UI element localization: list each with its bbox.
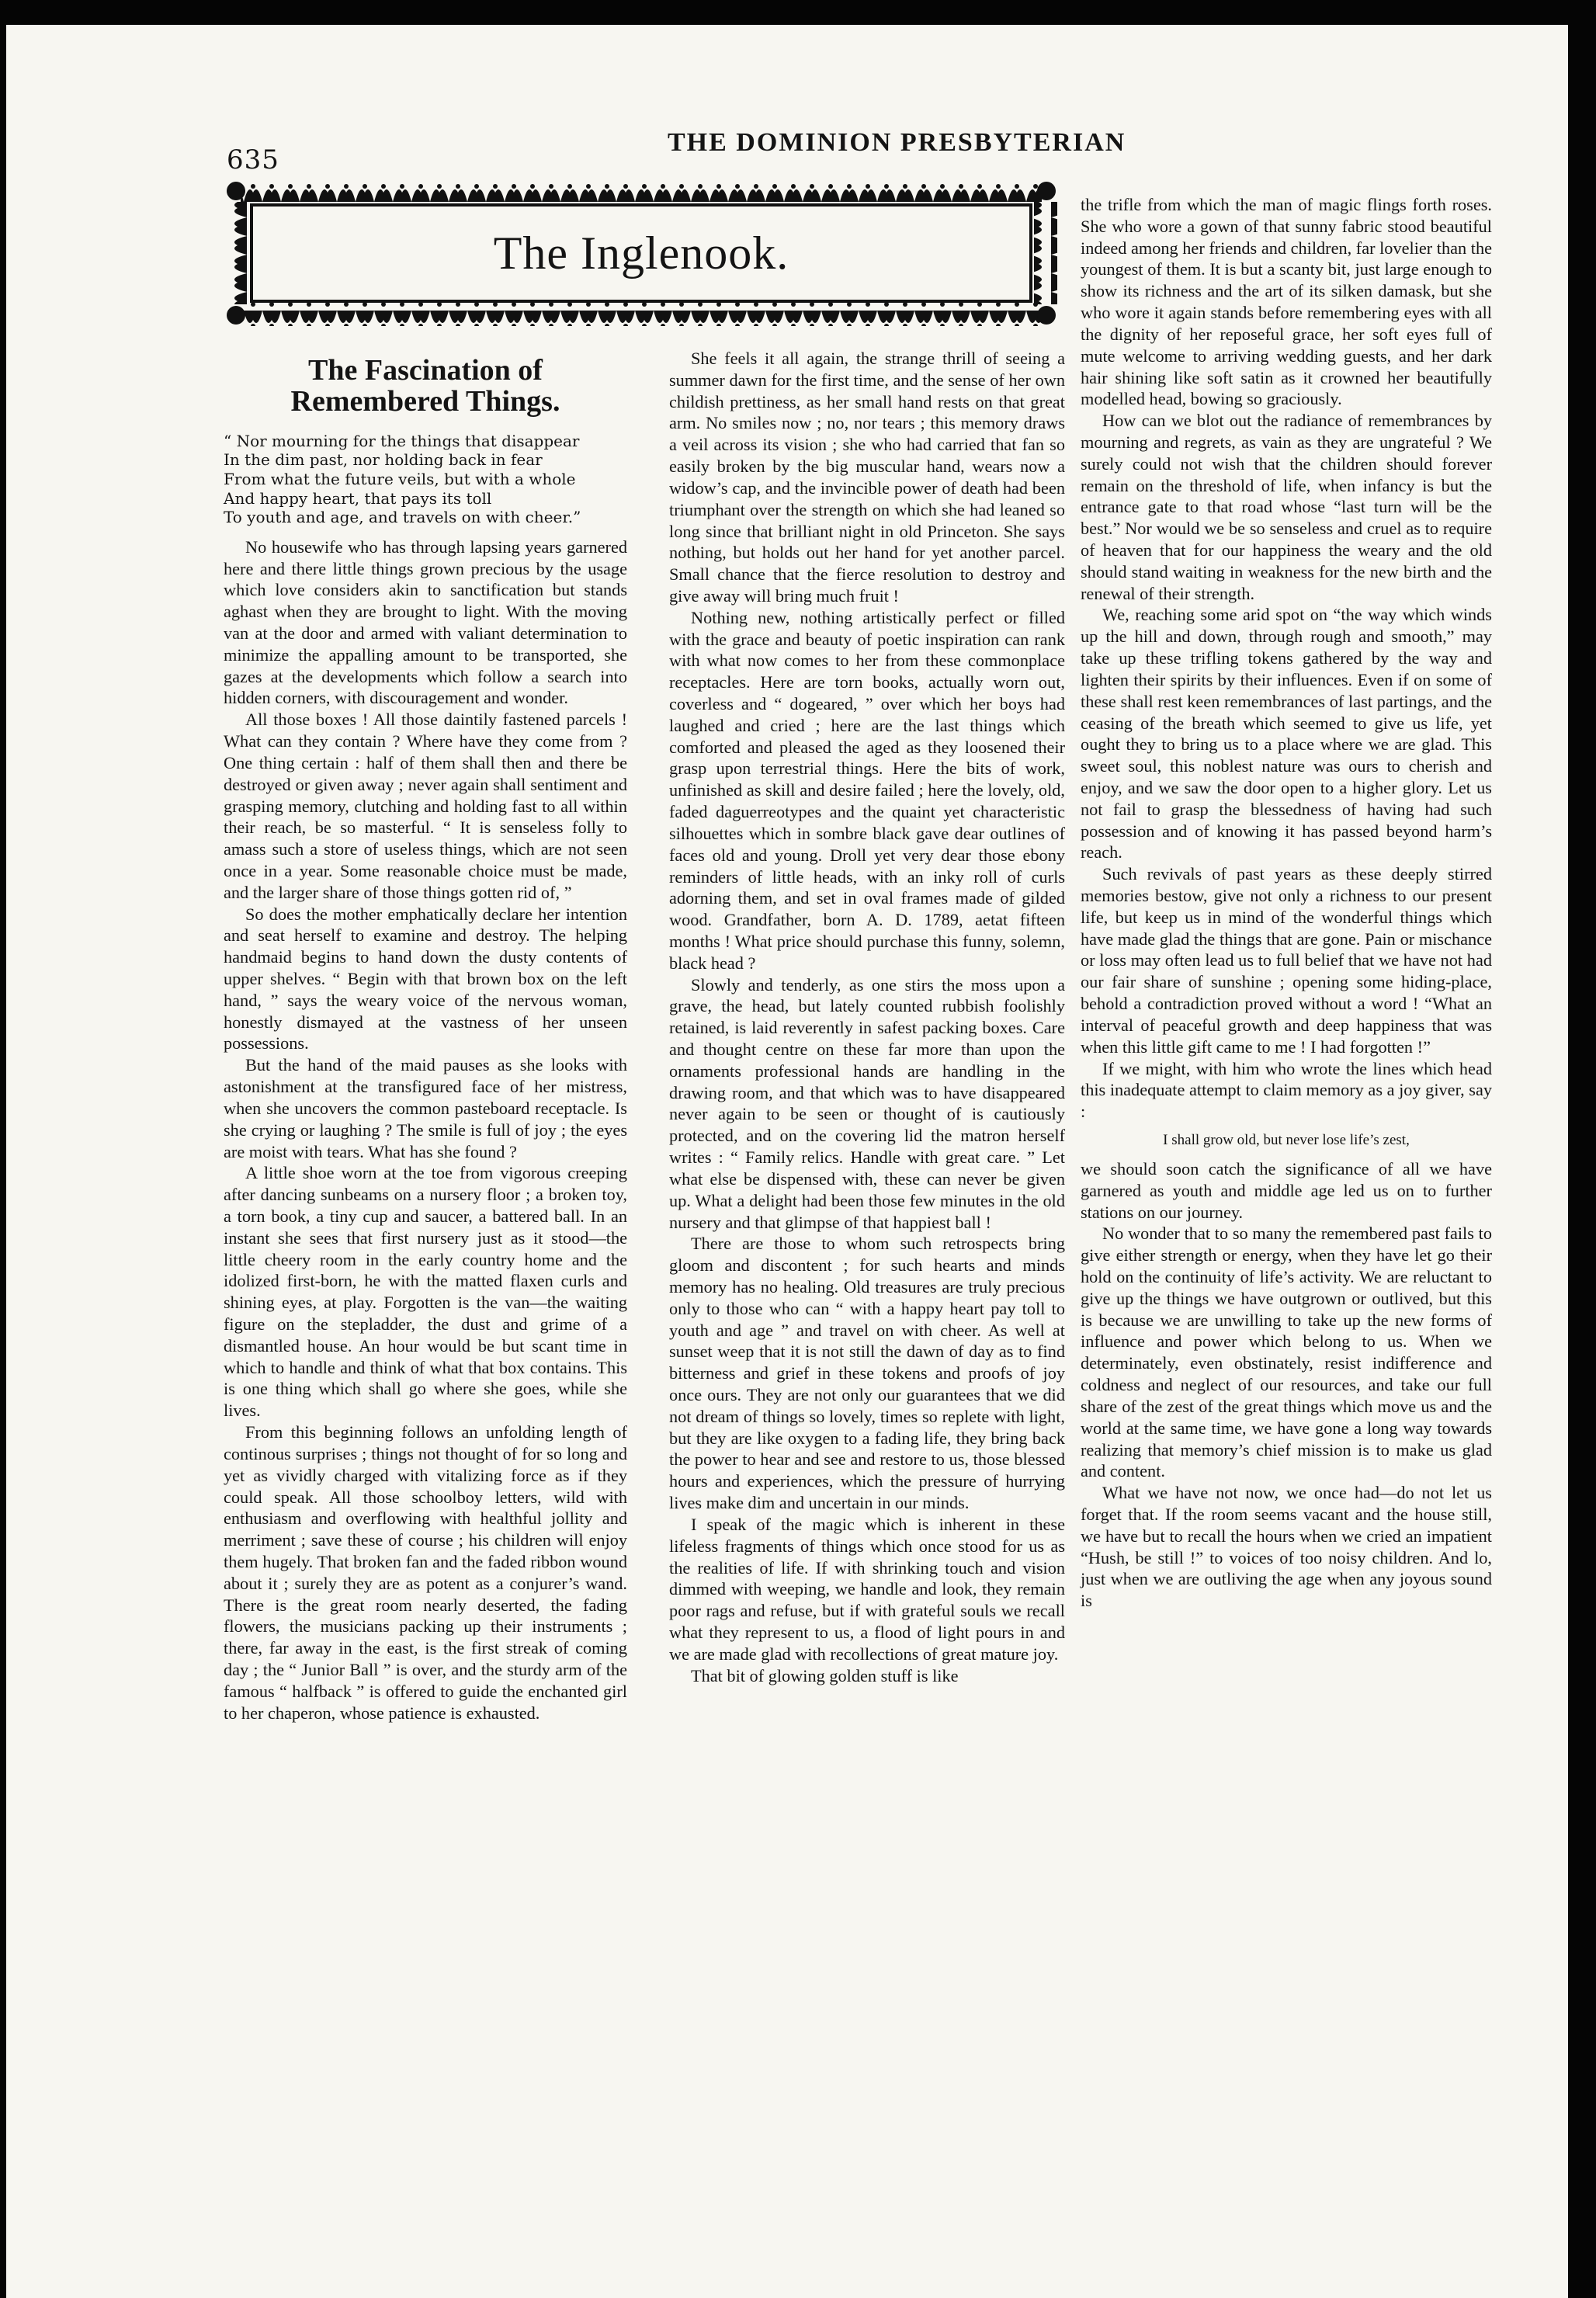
poem-line: And happy heart, that pays its toll [224, 488, 492, 508]
paragraph: What we have not now, we once had—do not let us forget that. If the room seems vacant and the house still, we have but to recall the hours when we cried an impatient “Hush, be still !” to voices of too noisy children. And lo, just when we are outliving the age when any joyous sound is [1081, 1483, 1492, 1611]
paragraph: Nothing new, nothing artistically perfect or filled with the grace and beauty of poetic inspiration can rank with what now comes to her from these commonplace receptacles. Here are torn books, actually worn out, coverless and “ dogeared, ” over which her boys had laughed and cried ; here are the last things which comforted and pleased the aged as they loosened their grasp upon terrestrial things. Here the bits of work, unfinished as skill and desire failed ; here the lovely, old, faded daguerreotypes and the quaint yet characteristic silhouettes which in sombre black gave dear outlines of faces old and young. Droll yet very dear those ebony reminders of little heads, with an inky roll of curls adorning them, and set in oval frames made of gilded wood. Grandfather, born A. D. 1789, aetat fifteen months ! What price should purchase this funny, solemn, black head ? [669, 607, 1065, 973]
paragraph: Such revivals of past years as these deeply stirred memories bestow, give not only a richness to our present life, but keep us in mind of the wonderful things which have made glad the things that are gone. Pain or mischance or loss may often lead us to full belief that we have not had our fair share of sunshine ; opening some hiding-place, behold a contradiction proved without a word ! “What an interval of peaceful growth and deep happiness that was when this little gift came to me ! I had forgotten !” [1081, 864, 1492, 1057]
scan-border-right [1568, 0, 1596, 2298]
paragraph: All those boxes ! All those daintily fastened parcels ! What can they contain ? Where have they come from ? One thing certain : half of them shall then and there be destroyed or given away ; never again shall sentiment and grasping memory, clutching and holding fast to all within their reach, be so masterful. “ It is senseless folly to amass such a store of useless things, which are not seen once in a year. Some reasonable choice must be made, and the larger share of those things gotten rid of, ” [224, 710, 627, 902]
paragraph: No wonder that to so many the remembered past fails to give either strength or energy, when they have let go their hold on the continuity of life’s activity. We are reluctant to give up the things we have outgrown or outlived, but this is because we are unwilling to take up the new forms of influence and power which belong to us. When we determinately, even obstinately, resist indifference and coldness and neglect of our resources, and take our full share of the zest of the great things which move us and the world at the same time, we have gone a long way towards realizing that memory’s chief mission is to make us glad and content. [1081, 1224, 1492, 1481]
paragraph: From this beginning follows an unfolding length of continous surprises ; things not thought of for so long and yet as vividly charged with vitalizing force as if they could speak. All those schoolboy letters, wild with enthusiasm and overflowing with healthful jollity and merriment ; save these of course ; his children will enjoy them hugely. That broken fan and the faded ribbon wound about it ; surely they are as potent as a conjurer’s wand. There is the great room nearly deserted, the fading flowers, the musicians packing up their instruments ; there, far away in the east, is the first streak of coming day ; the “ Junior Ball ” is over, and the sturdy arm of the famous “ halfback ” is offered to guide the enchanted girl to her chaperon, whose patience is exhausted. [224, 1422, 627, 1723]
quoted-line: I shall grow old, but never lose life’s zest, [1163, 1131, 1410, 1148]
page-number: 635 [227, 144, 279, 175]
paragraph: I speak of the magic which is inherent in these lifeless fragments of things which once stood for us as the realities of life. If with shrinking touch and vision dimmed with weeping, we handle and look, they remain poor rags and refuse, but if with grateful souls we recall what they represent to us, a flood of light pours in and we are made glad with recollections of great mature joy. [669, 1514, 1065, 1664]
scan-border-left [0, 0, 6, 2298]
section-banner [225, 180, 1057, 326]
paragraph: A little shoe worn at the toe from vigorous creeping after dancing sunbeams on a nursery floor ; a broken toy, a torn book, a tiny cup and saucer, a battered ball. In an instant she sees that first nursery just as it stood—the little cheery room in the early country home and the idolized first-born, he with the matted flaxen curls and shining eyes, at play. Forgotten is the van—the waiting figure on the stepladder, the dust and grime of a dismantled house. An hour would be but scant time in which to handle and think of what that box contains. This is one thing which shall go where she goes, while she lives. [224, 1163, 627, 1421]
poem-line: To youth and age, and travels on with cheer.” [224, 508, 581, 527]
paragraph: She feels it all again, the strange thrill of seeing a summer dawn for the first time, and the sense of her own childish prettiness, as her small hand rests on that great arm. No smiles now ; no, nor tears ; this memory draws a veil across its vision ; she who had carried that fan so easily broken by the big muscular hand, wears now a widow’s cap, and the invincible power of death had been triumphant over the strength on which she had leaned so long since that brilliant night in old Princeton. She says nothing, but holds out her hand for yet another parcel. Small chance that the fierce resolution to destroy and give away will bring much fruit ! [669, 349, 1065, 606]
paragraph: So does the mother emphatically declare her intention and seat herself to examine and destroy. The helping handmaid begins to hand down the dusty contents of upper shelves. “ Begin with that brown box on the left hand, ” says the weary voice of the nervous woman, honestly dismayed at the vastness of her unseen possessions. [224, 904, 627, 1054]
running-head: THE DOMINION PRESBYTERIAN [668, 128, 1126, 157]
scan-border-top [0, 0, 1596, 25]
paragraph: No housewife who has through lapsing years garnered here and there little things grown precious by the usage which love considers akin to sanctification but stands aghast when they are brought to light. With the moving van at the door and armed with valiant determination to minimize the appalling amount to be transported, she gazes at the developments which follow a search into hidden corners, with discouragement and wonder. [224, 536, 627, 708]
poem-line: In the dim past, nor holding back in fear [224, 450, 543, 470]
epigraph-poem [224, 432, 627, 527]
paragraph: How can we blot out the radiance of remembrances by mourning and regrets, as vain as they are ungrateful ? We surely could not wish that the children should forever remain on the threshold of life, when infancy is but the entrance gate to that road whose “last turn will be the best.” Nor would we be so senseless and cruel as to require of heaven that for our happiness the weary and the old should stand waiting in weakness for the new birth and the renewal of their strength. [1081, 411, 1492, 603]
poem-line: From what the future veils, but with a whole [224, 469, 576, 488]
paragraph: But the hand of the maid pauses as she looks with astonishment at the transfigured face of her mistress, when she uncovers the common pasteboard receptacle. Is she crying or laughing ? The smile is full of joy ; the eyes are moist with tears. What has she found ? [224, 1055, 627, 1161]
paragraph: the trifle from which the man of magic flings forth roses. She who wore a gown of that sunny fabric stood beautiful indeed among her friends and children, far lovelier than the youngest of them. It is but a scanty bit, just large enough to show its richness and the art of its silken damask, but she who wore it again stands before remembering eyes with all the dignity of her reposeful grace, her soft eyes full of mute welcome to arriving wedding guests, and her dark hair shining like soft satin as it crowned her beautifully modelled head, bowing so graciously. [1081, 195, 1492, 409]
paragraph: If we might, with him who wrote the lines which head this inadequate attempt to claim memory as a joy giver, say : [1081, 1058, 1492, 1122]
paragraph: we should soon catch the significance of all we have garnered as youth and middle age led us on to further stations on our journey. [1081, 1158, 1492, 1222]
column-1 [224, 356, 627, 1724]
paragraph: That bit of glowing golden stuff is like [691, 1665, 959, 1685]
column-2 [669, 348, 1065, 1686]
paragraph: Slowly and tenderly, as one stirs the moss upon a grave, the head, but lately counted rubbish foolishly retained, is laid reverently in safest packing boxes. Care and thought centre on these far more than upon the ornaments professional hands are handling in the drawing room, and that which was to have disappeared never again to be seen or thought of is cautiously protected, and on the covering lid the matron herself writes : “ Family relics. Handle with great care. ” Let what else be dispensed with, these can never be given up. What a delight had been those few minutes in the old nursery and that glimpse of that happiest ball ! [669, 974, 1065, 1232]
paragraph: We, reaching some arid spot on “the way which winds up the hill and down, through rough and smooth,” may take up these trifling tokens gathered by the way and lighten their spirits by their influences. Even if on some of these shall rest keen remembrances of last partings, and the ceasing of the breath which seemed to give us life, yet ought they to bring us to a place where we are glad. This sweet soul, this noblest nature was ours to cherish and enjoy, and we saw the door open to a higher glory. Let us not fail to grasp the blessedness of having had such possession and of knowing it has passed beyond harm’s reach. [1081, 605, 1492, 863]
article-title: The Fascination of Remembered Things. [290, 354, 560, 418]
paragraph: There are those to whom such retrospects bring gloom and discontent ; for such hearts and minds memory has no healing. Old treasures are truly precious only to those who can “ with a happy heart pay toll to youth and age ” and travel on with cheer. As well at sunset weep that it is not still the dawn of day as to find bitterness and grief in these tokens and proofs of joy once ours. They are not only our guarantees that we did not dream of things so lovely, times so replete with light, but they are like oxygen to a fading life, they bring back the power to hear and see and restore to us, those blessed hours and experiences, which the pressure of hurrying lives make dim and uncertain in our minds. [669, 1234, 1065, 1513]
poem-line: “ Nor mourning for the things that disappear [224, 431, 580, 450]
column-3 [1081, 194, 1492, 1612]
section-title: The Inglenook. [493, 227, 789, 279]
